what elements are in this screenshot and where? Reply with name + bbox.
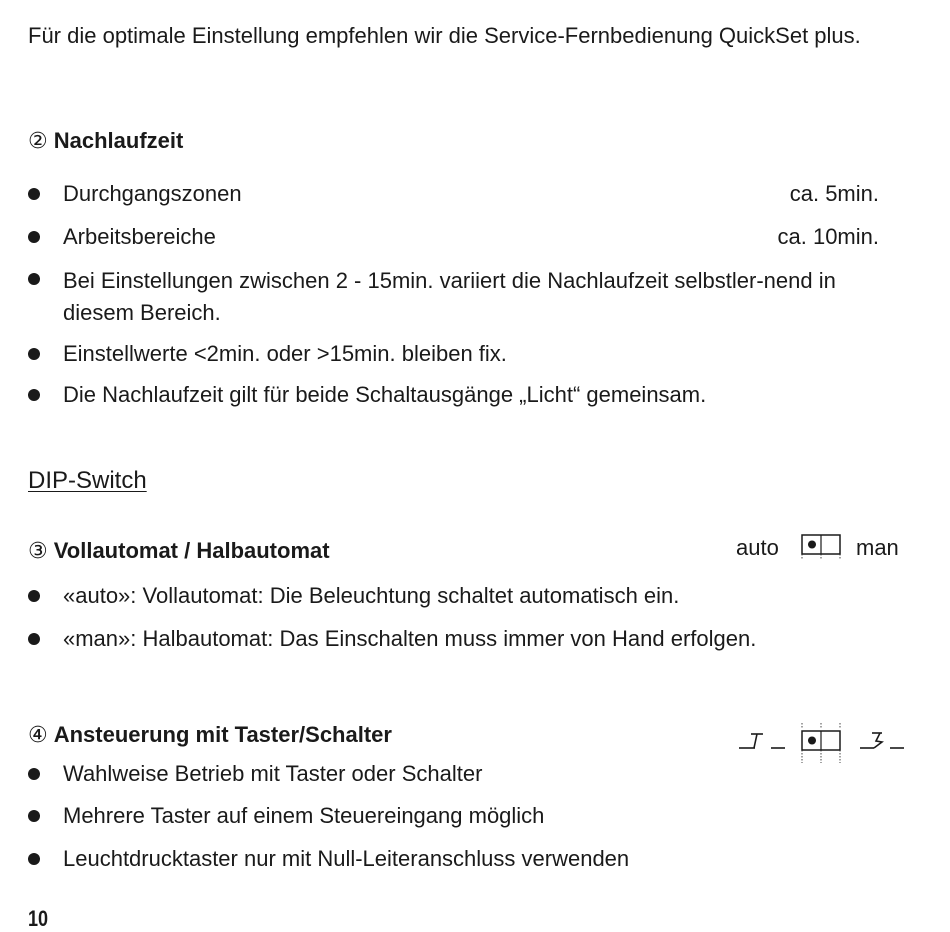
pushbutton-symbol-icon bbox=[737, 728, 787, 754]
switch-symbol-icon bbox=[858, 728, 906, 754]
page-number: 10 bbox=[28, 906, 49, 931]
section-heading-ansteuerung bbox=[28, 721, 392, 749]
list-item-value: ca. 10min. bbox=[777, 224, 879, 249]
list-item: Mehrere Taster auf einem Steuereingang möglich bbox=[63, 803, 545, 828]
list-item bbox=[63, 265, 888, 329]
bullet-icon bbox=[28, 768, 40, 780]
bullet-icon bbox=[28, 853, 40, 865]
list-item-text: Bei Einstellungen zwischen 2 - 15min. variiert die Nachlaufzeit selbstler-nend in diesem Bereich. bbox=[63, 268, 836, 325]
dip-switch-title: DIP-Switch bbox=[28, 467, 147, 494]
section-number: ② bbox=[28, 128, 48, 153]
list-item-value: ca. 5min. bbox=[789, 181, 879, 206]
section-number: ③ bbox=[28, 538, 48, 563]
list-item: Wahlweise Betrieb mit Taster oder Schalter bbox=[63, 761, 483, 786]
dip-switch-icon bbox=[801, 534, 841, 560]
intro-paragraph: Für die optimale Einstellung empfehlen wir die Service-Fernbedienung QuickSet plus. bbox=[28, 23, 861, 48]
list-item: Die Nachlaufzeit gilt für beide Schaltausgänge „Licht“ gemeinsam. bbox=[63, 382, 707, 407]
section-heading-nachlaufzeit bbox=[28, 127, 183, 155]
list-item: Einstellwerte <2min. oder >15min. bleiben fix. bbox=[63, 341, 507, 366]
bullet-icon bbox=[28, 389, 40, 401]
bullet-icon bbox=[28, 348, 40, 360]
bullet-icon bbox=[28, 188, 40, 200]
section-title: Vollautomat / Halbautomat bbox=[53, 538, 330, 563]
section-heading-vollautomat bbox=[28, 537, 330, 565]
list-item: Leuchtdrucktaster nur mit Null-Leiteranschluss verwenden bbox=[63, 846, 630, 871]
bullet-icon bbox=[28, 633, 40, 645]
bullet-icon bbox=[28, 231, 40, 243]
section-title: Nachlaufzeit bbox=[53, 128, 184, 153]
bullet-icon bbox=[28, 810, 40, 822]
bullet-icon bbox=[28, 590, 40, 602]
list-item: Durchgangszonen bbox=[63, 181, 242, 206]
list-item: «auto»: Vollautomat: Die Beleuchtung schaltet automatisch ein. bbox=[63, 583, 680, 608]
list-item: Arbeitsbereiche bbox=[63, 224, 216, 249]
switch-label-auto: auto bbox=[736, 535, 779, 560]
section-title: Ansteuerung mit Taster/Schalter bbox=[53, 722, 392, 747]
bullet-icon bbox=[28, 273, 40, 285]
list-item: «man»: Halbautomat: Das Einschalten muss immer von Hand erfolgen. bbox=[63, 626, 757, 651]
section-number: ④ bbox=[28, 722, 48, 747]
switch-label-man: man bbox=[856, 535, 899, 560]
dip-switch-icon bbox=[801, 723, 841, 765]
